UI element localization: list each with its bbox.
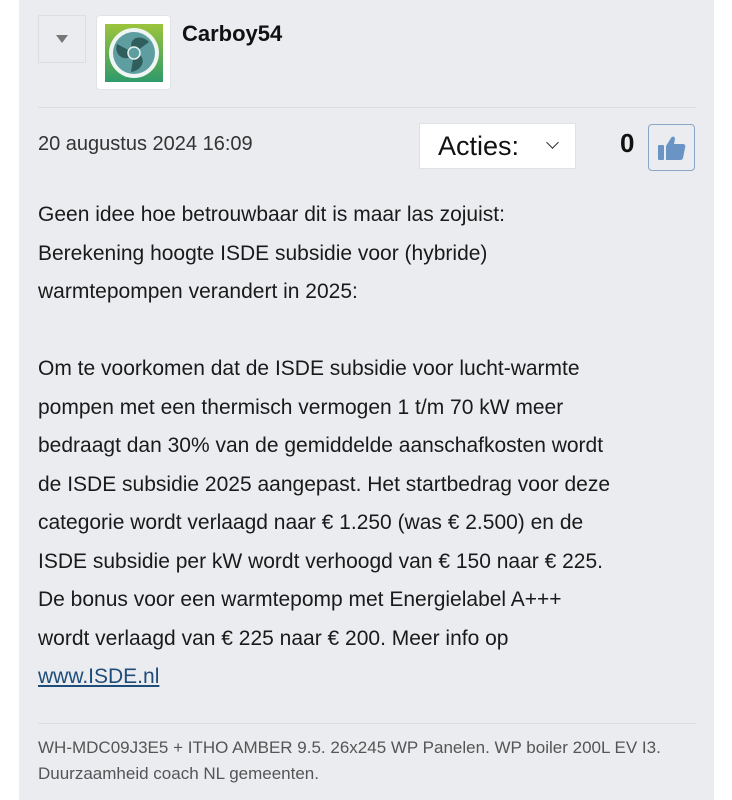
post-timestamp: 20 augustus 2024 16:09 — [38, 133, 253, 155]
chevron-down-icon — [546, 136, 559, 149]
like-count: 0 — [620, 128, 635, 158]
body-line: wordt verlaagd van € 225 naar € 200. Meer info op — [38, 626, 509, 650]
thumbs-up-icon — [657, 134, 687, 162]
avatar[interactable] — [96, 15, 171, 90]
triangle-down-icon — [56, 35, 68, 43]
body-line: warmtepompen verandert in 2025: — [38, 280, 358, 303]
post-body — [38, 196, 698, 697]
actions-dropdown-label: Acties: — [438, 130, 520, 161]
paragraph-gap — [38, 312, 698, 351]
author-username[interactable]: Carboy54 — [182, 21, 283, 46]
fan-logo-icon — [105, 24, 163, 82]
body-line: Om te voorkomen dat de ISDE subsidie voor lucht-warmte — [38, 357, 580, 380]
signature-divider — [38, 723, 696, 724]
body-line: de ISDE subsidie 2025 aangepast. Het startbedrag voor deze — [38, 472, 611, 496]
like-button[interactable] — [648, 124, 695, 171]
user-signature: WH-MDC09J3E5 + ITHO AMBER 9.5. 26x245 WP Panelen. WP boiler 200L EV I3. Duurzaamheid coach NL gemeenten. — [38, 738, 661, 783]
isde-link[interactable]: www.ISDE.nl — [38, 665, 160, 688]
body-line: Geen idee hoe betrouwbaar dit is maar las zojuist: — [38, 203, 505, 226]
body-line: De bonus voor een warmtepomp met Energielabel A+++ — [38, 588, 562, 611]
body-line: ISDE subsidie per kW wordt verhoogd van € 150 naar € 225. — [38, 549, 603, 573]
body-line: categorie wordt verlaagd naar € 1.250 (was € 2.500) en de — [38, 511, 584, 534]
body-line: Berekening hoogte ISDE subsidie voor (hybride) — [38, 241, 488, 265]
actions-dropdown[interactable] — [419, 123, 576, 169]
body-line: bedraagt dan 30% van de gemiddelde aanschafkosten wordt — [38, 434, 604, 457]
body-line: pompen met een thermisch vermogen 1 t/m 70 kW meer — [38, 395, 564, 419]
header-divider — [38, 107, 696, 108]
collapse-toggle-button[interactable] — [38, 15, 86, 63]
